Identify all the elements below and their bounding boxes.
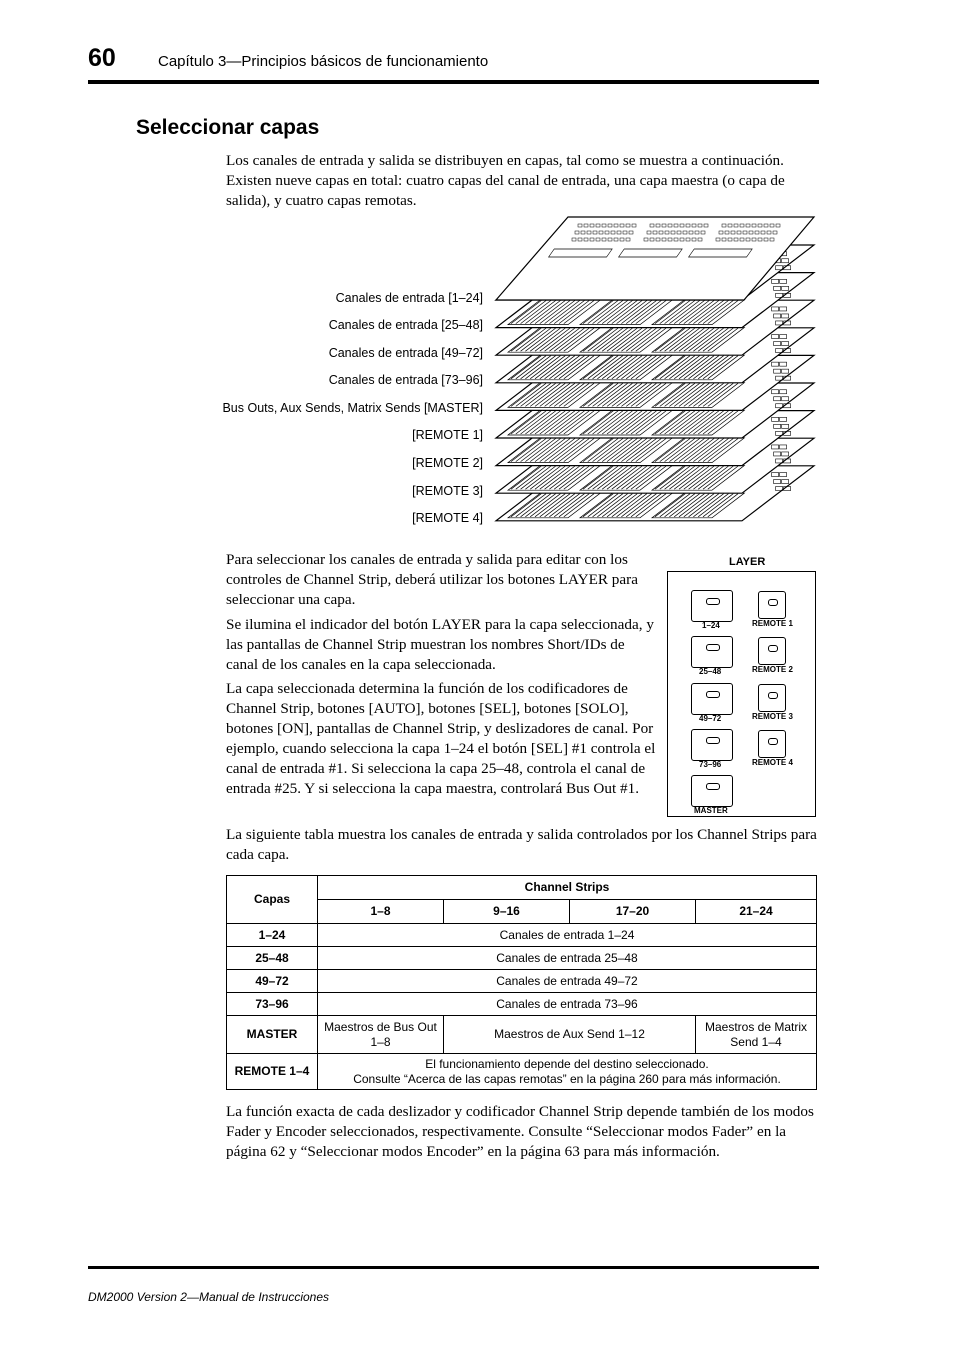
- row-layer: 49–72: [227, 970, 318, 993]
- table-row: [227, 1054, 817, 1090]
- page-number: 60: [88, 44, 116, 72]
- led-indicator: [706, 598, 720, 605]
- led-indicator: [706, 644, 720, 651]
- layer-button-73-96-label: 73–96: [699, 760, 722, 769]
- row-layer: MASTER: [227, 1016, 318, 1054]
- remote-description: [318, 1054, 817, 1090]
- remote-button-1[interactable]: [758, 591, 786, 619]
- paragraph-table-intro: La siguiente tabla muestra los canales de entrada y salida controlados por los Channel Strips para cada capa.: [226, 826, 817, 863]
- remote-description-line-2: Consulte “Acerca de las capas remotas” en la página 260 para más información.: [353, 1071, 781, 1086]
- closing-paragraph: La función exacta de cada deslizador y codificador Channel Strip depende también de los modos Fader y Encoder seleccionados, respectivamente. Consulte “Seleccionar modos Fader” en la página 62 y “Seleccionar modos Encoder” en la página 63 para más información.: [226, 1103, 814, 1160]
- row-layer: REMOTE 1–4: [227, 1054, 318, 1090]
- led-indicator: [706, 737, 720, 744]
- remote-button-3[interactable]: [758, 684, 786, 712]
- table-row: [227, 970, 817, 993]
- layer-button-master-label: MASTER: [694, 806, 728, 815]
- master-aux-send: Maestros de Aux Send 1–12: [444, 1016, 696, 1054]
- led-indicator: [768, 738, 778, 745]
- row-layer: 25–48: [227, 947, 318, 970]
- layer-label-remote3: [REMOTE 3]: [412, 484, 483, 498]
- header-rule: [88, 80, 819, 84]
- table-row: [227, 947, 817, 970]
- led-indicator: [706, 691, 720, 698]
- layer-panel-title: LAYER: [729, 556, 766, 568]
- layer-button-73-96[interactable]: [691, 729, 733, 761]
- master-matrix-send: Maestros de Matrix Send 1–4: [696, 1016, 817, 1054]
- layer-label-2: Canales de entrada [25–48]: [328, 318, 483, 332]
- intro-paragraph: Los canales de entrada y salida se distribuyen en capas, tal como se muestra a continuación. Existen nueve capas en total: cuatro capas del canal de entrada, una capa maestra (o capa de salida), y cuatro capas remotas.: [226, 152, 785, 209]
- layer-button-25-48[interactable]: [691, 636, 733, 668]
- table-row: [227, 924, 817, 947]
- table-row: [227, 1016, 817, 1054]
- header-strips-1-8: 1–8: [318, 900, 444, 924]
- layer-label-remote4: [REMOTE 4]: [412, 511, 483, 525]
- remote-button-2-label: REMOTE 2: [752, 665, 793, 674]
- led-indicator: [768, 599, 778, 606]
- remote-button-1-label: REMOTE 1: [752, 619, 793, 628]
- section-title: Seleccionar capas: [136, 116, 320, 139]
- footer-text: DM2000 Version 2—Manual de Instrucciones: [88, 1290, 330, 1304]
- layer-button-25-48-label: 25–48: [699, 667, 722, 676]
- remote-button-4-label: REMOTE 4: [752, 758, 793, 767]
- layer-button-1-24[interactable]: [691, 590, 733, 622]
- row-layer: 1–24: [227, 924, 318, 947]
- header-strips-17-20: 17–20: [570, 900, 696, 924]
- row-content: Canales de entrada 73–96: [318, 993, 817, 1016]
- footer-rule: [88, 1266, 819, 1269]
- layer-label-remote1: [REMOTE 1]: [412, 428, 483, 442]
- remote-button-4[interactable]: [758, 730, 786, 758]
- row-layer: 73–96: [227, 993, 318, 1016]
- header-strips-21-24: 21–24: [696, 900, 817, 924]
- row-content: Canales de entrada 25–48: [318, 947, 817, 970]
- row-content: Canales de entrada 49–72: [318, 970, 817, 993]
- header-strips-9-16: 9–16: [444, 900, 570, 924]
- layer-panel: [667, 571, 816, 817]
- table-row: [227, 993, 817, 1016]
- header-capas: Capas: [227, 876, 318, 924]
- paragraph-select: Para seleccionar los canales de entrada y salida para editar con los controles de Channel Strip, deberá utilizar los botones LAYER para seleccionar una capa.: [226, 551, 638, 608]
- layer-label-master: Bus Outs, Aux Sends, Matrix Sends [MASTER]: [222, 401, 483, 415]
- led-indicator: [768, 645, 778, 652]
- remote-button-3-label: REMOTE 3: [752, 712, 793, 721]
- layer-label-4: Canales de entrada [73–96]: [328, 373, 483, 387]
- row-content: Canales de entrada 1–24: [318, 924, 817, 947]
- layers-table: [226, 875, 817, 1090]
- layer-label-1: Canales de entrada [1–24]: [335, 291, 483, 305]
- layer-label-3: Canales de entrada [49–72]: [328, 346, 483, 360]
- remote-button-2[interactable]: [758, 637, 786, 665]
- layer-button-1-24-label: 1–24: [702, 621, 720, 630]
- led-indicator: [768, 692, 778, 699]
- chapter-title: Capítulo 3—Principios básicos de funcionamiento: [158, 53, 489, 70]
- remote-description-line-1: El funcionamiento depende del destino seleccionado.: [425, 1056, 709, 1071]
- layer-button-master[interactable]: [691, 775, 733, 807]
- layer-button-49-72-label: 49–72: [699, 714, 722, 723]
- layer-label-remote2: [REMOTE 2]: [412, 456, 483, 470]
- paragraph-function: La capa seleccionada determina la función de los codificadores de Channel Strip, botones [AUTO], botones [SEL], botones [SOLO], botones [ON], pantallas de Channel Strip, y deslizadores de canal. Por ejemplo, cuando selecciona la capa 1–24 el botón [SEL] #1 controla el canal de entrada #1. Si selecciona la capa 25–48, controla el canal de entrada #25. Y si selecciona la capa maestra, controlará Bus Out #1.: [226, 680, 656, 797]
- header-channel-strips: Channel Strips: [318, 876, 817, 900]
- layer-stack-diagram: [494, 215, 818, 533]
- layer-button-49-72[interactable]: [691, 683, 733, 715]
- led-indicator: [706, 783, 720, 790]
- paragraph-indicator: Se ilumina el indicador del botón LAYER para la capa seleccionada, y las pantallas de Channel Strip muestran los nombres Short/IDs de canal de los canales en la capa seleccionada.: [226, 616, 654, 673]
- master-bus-out: Maestros de Bus Out 1–8: [318, 1016, 444, 1054]
